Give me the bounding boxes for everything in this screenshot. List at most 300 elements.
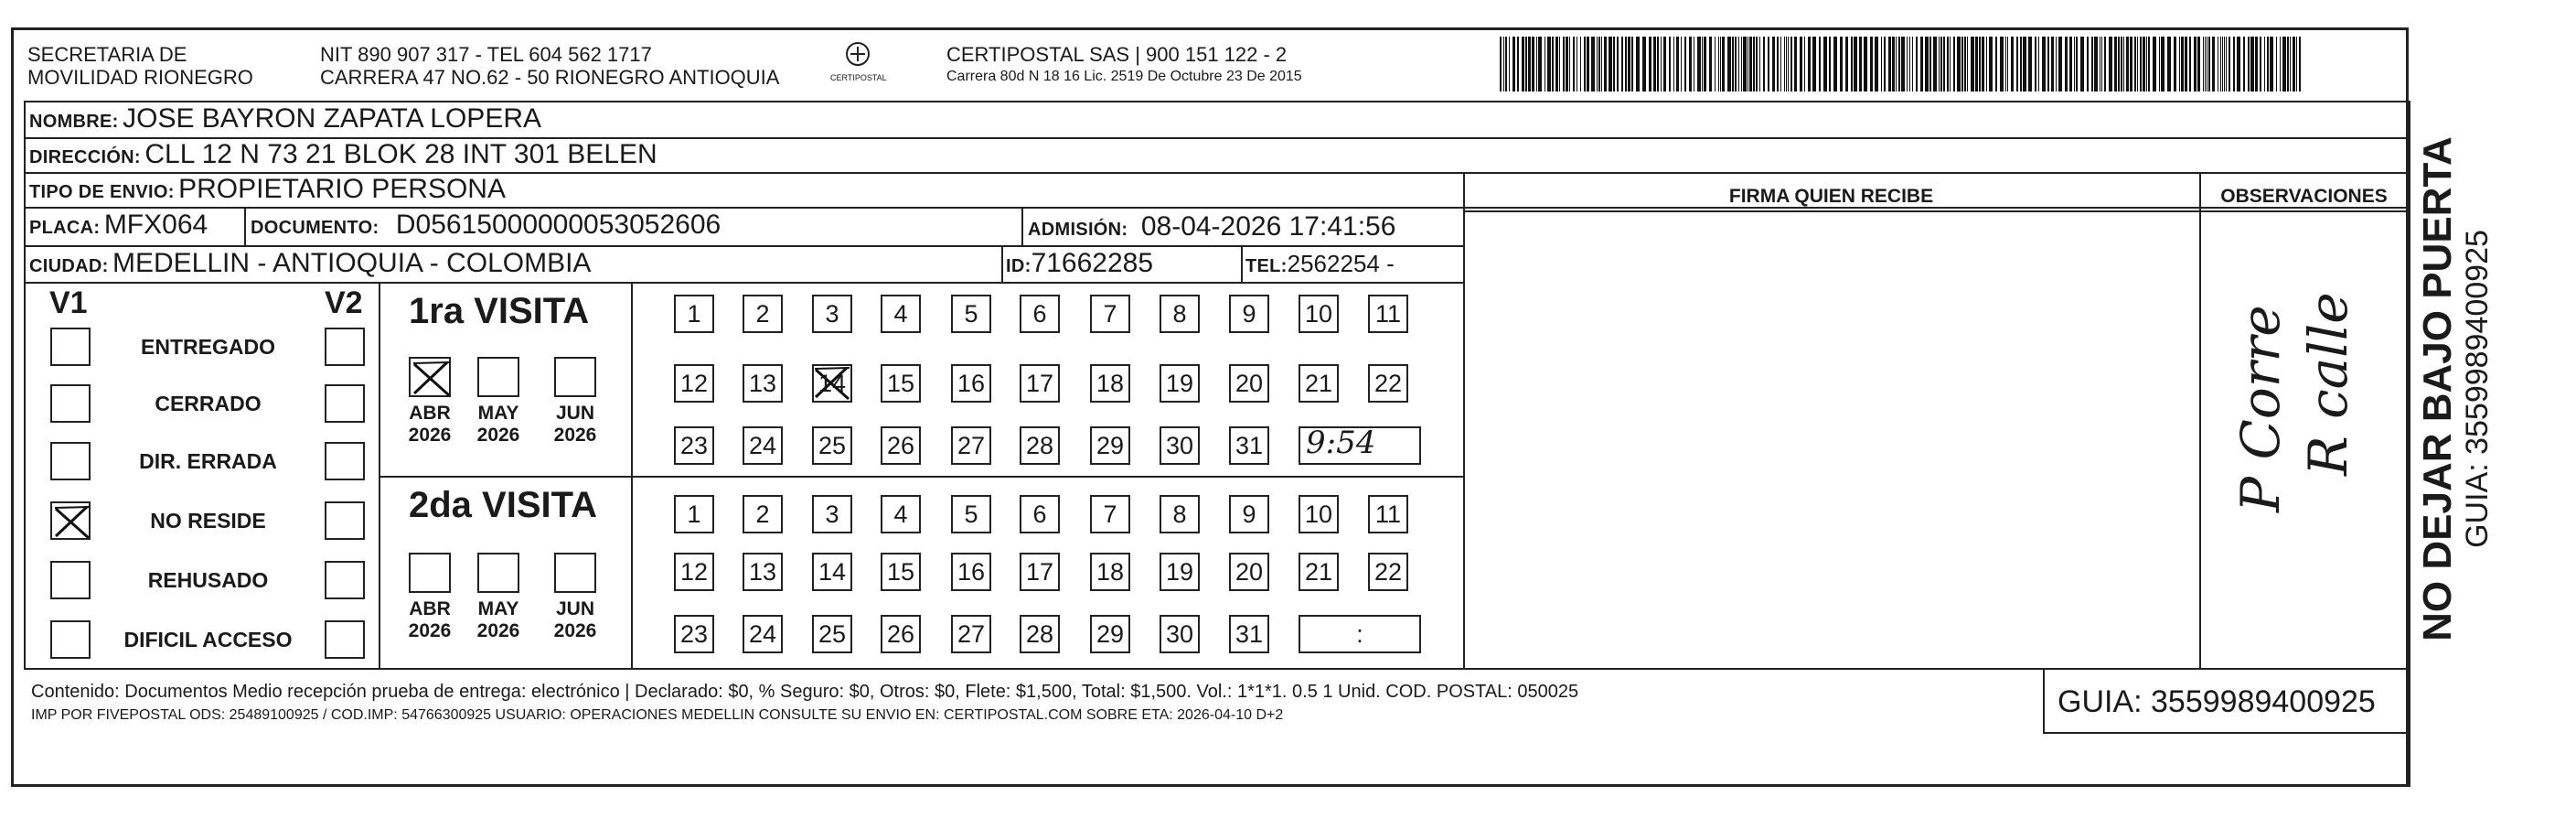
barcode-bar [1912, 37, 1913, 91]
barcode-bar [1794, 37, 1797, 91]
barcode-bar [2220, 37, 2221, 91]
carrier-block [946, 43, 1302, 87]
barcode-bar [1569, 37, 1570, 91]
barcode-bar [2159, 37, 2160, 91]
side-warning: NO DEJAR BAJO PUERTA [2415, 136, 2460, 641]
sender-contact [320, 43, 779, 89]
barcode-bar [2109, 37, 2112, 91]
barcode-bar [2126, 37, 2129, 91]
status-v2-checkbox[interactable] [325, 501, 365, 540]
day-box[interactable]: 10 [1299, 495, 1339, 533]
barcode-bar [2134, 37, 2136, 91]
barcode-bar [2094, 37, 2098, 91]
barcode-bar [2011, 37, 2014, 91]
barcode-bar [1689, 37, 1692, 91]
day-box[interactable]: 27 [951, 426, 991, 465]
day-box[interactable]: 21 [1299, 553, 1339, 591]
barcode-bar [2243, 37, 2245, 91]
barcode-bar [1536, 37, 1537, 91]
day-box[interactable]: 17 [1020, 364, 1060, 403]
barcode-bar [1957, 37, 1961, 91]
day-box[interactable]: 22 [1368, 553, 1408, 591]
barcode-bar [1500, 37, 1502, 91]
barcode-bar [2179, 37, 2180, 91]
barcode-bar [2000, 37, 2004, 91]
barcode-bar [1743, 37, 1747, 91]
status-v1-checkbox[interactable] [50, 620, 91, 659]
barcode-bar [1804, 37, 1805, 91]
barcode-bar [1943, 37, 1945, 91]
barcode-bar [1738, 37, 1739, 91]
carrier-line1: CERTIPOSTAL SAS | 900 151 122 - 2 [946, 43, 1288, 66]
barcode-bar [2197, 37, 2200, 91]
barcode-bar [1621, 37, 1623, 91]
day-box[interactable]: 19 [1160, 553, 1200, 591]
day-box[interactable]: 31 [1229, 615, 1269, 653]
sender-line2: MOVILIDAD RIONEGRO [27, 66, 253, 89]
day-box[interactable]: 26 [881, 426, 921, 465]
barcode-bar [2130, 37, 2132, 91]
admission-cell [1028, 211, 1395, 242]
barcode-bar [1772, 37, 1775, 91]
barcode-bar [1732, 37, 1734, 91]
plate-cell [29, 210, 208, 241]
barcode-bar [2143, 37, 2145, 91]
day-box[interactable]: 18 [1090, 364, 1130, 403]
barcode-bar [2056, 37, 2057, 91]
month-label [471, 403, 526, 447]
barcode-bar [1950, 37, 1951, 91]
status-label: DIR. ERRADA [139, 449, 277, 473]
barcode-bar [2208, 37, 2210, 91]
barcode-bar [2137, 37, 2138, 91]
barcode-bar [2260, 37, 2261, 91]
status-v1-checkbox[interactable] [50, 442, 91, 480]
barcode-bar [1669, 37, 1671, 91]
barcode-bar [2248, 37, 2250, 91]
day-box[interactable]: 3 [812, 495, 852, 533]
barcode-bar [1986, 37, 1987, 91]
barcode-bar [1598, 37, 1600, 91]
day-box[interactable]: 2 [743, 295, 783, 333]
signature-header: FIRMA QUIEN RECIBE [1728, 186, 1934, 207]
barcode-bar [2194, 37, 2197, 91]
day-box[interactable]: 29 [1090, 615, 1130, 653]
admission-value: 08-04-2026 17:41:56 [1140, 211, 1396, 242]
barcode-bar [2020, 37, 2022, 91]
barcode-bar [1784, 37, 1785, 91]
day-box[interactable]: 2 [743, 495, 783, 533]
time-box[interactable]: : [1299, 615, 1421, 653]
barcode-bar [1617, 37, 1619, 91]
carrier-logo [830, 38, 887, 86]
month-name: MAY [477, 598, 519, 619]
barcode-bar [2174, 37, 2176, 91]
barcode-bar [2237, 37, 2240, 91]
plate-value: MFX064 [103, 210, 208, 240]
month-name: ABR [409, 403, 451, 424]
status-v1-checkbox[interactable] [50, 561, 91, 599]
barcode-bar [1552, 37, 1554, 91]
day-box[interactable]: 16 [951, 364, 991, 403]
footer-print-line: IMP POR FIVEPOSTAL ODS: 25489100925 / COD.IMP: 54766300925 USUARIO: OPERACIONES MEDELLIN CONSULTE SU ENVIO EN: CERTIPOSTAL.COM SOBRE ETA: 2026-04-10 D+2 [31, 707, 1284, 723]
v2-header: V2 [325, 285, 363, 320]
barcode-bar [1718, 37, 1719, 91]
plate-label: PLACA: [29, 218, 101, 238]
barcode-bar [1642, 37, 1646, 91]
barcode-bar [1566, 37, 1568, 91]
barcode-bar [2229, 37, 2230, 91]
day-box[interactable]: 11 [1368, 295, 1408, 333]
first-visit-title: 1ra VISITA [409, 291, 590, 331]
day-box[interactable]: 12 [674, 364, 714, 403]
barcode-bar [2065, 37, 2068, 91]
barcode-bar [2203, 37, 2204, 91]
status-label: REHUSADO [147, 568, 269, 592]
barcode-bar [1704, 37, 1706, 91]
barcode-bar [1888, 37, 1891, 91]
month-year: 2026 [476, 425, 520, 446]
barcode-bar [2028, 37, 2032, 91]
barcode-bar [2114, 37, 2117, 91]
barcode-bar [1741, 37, 1742, 91]
day-box[interactable]: 1 [674, 295, 714, 333]
day-box[interactable]: 24 [743, 615, 783, 653]
barcode-bar [1609, 37, 1612, 91]
shipping-type-label: TIPO DE ENVIO: [29, 182, 175, 202]
carrier-line2: Carrera 80d N 18 16 Lic. 2519 De Octubre 23 De 2015 [946, 69, 1302, 84]
barcode-bar [1788, 37, 1789, 91]
city-label: CIUDAD: [29, 256, 109, 276]
barcode-bar [1528, 37, 1531, 91]
month-label [402, 403, 457, 447]
barcode-bar [1525, 37, 1527, 91]
day-box[interactable]: 23 [674, 426, 714, 465]
barcode-bar [2276, 37, 2277, 91]
day-box[interactable]: 18 [1090, 553, 1130, 591]
status-v1-checkbox[interactable] [50, 384, 91, 423]
city-cell [29, 248, 591, 279]
barcode-bar [2264, 37, 2265, 91]
barcode-bar [1676, 37, 1679, 91]
barcode-bar [1532, 37, 1534, 91]
barcode-bar [1538, 37, 1542, 91]
barcode-bar [2296, 37, 2297, 91]
barcode-bar [1925, 37, 1929, 91]
barcode-bar [2069, 37, 2072, 91]
barcode-bar [2185, 37, 2187, 91]
day-box[interactable]: 31 [1229, 426, 1269, 465]
barcode-bar [2282, 37, 2286, 91]
month-checkbox[interactable] [477, 357, 519, 397]
barcode-bar [1898, 37, 1900, 91]
barcode-bar [1604, 37, 1607, 91]
barcode-bar [1884, 37, 1886, 91]
status-v2-checkbox[interactable] [325, 328, 365, 366]
barcode-bar [1870, 37, 1873, 91]
day-box[interactable]: 5 [951, 495, 991, 533]
month-label [402, 598, 457, 642]
barcode-bar [1864, 37, 1867, 91]
month-checkbox[interactable] [409, 553, 451, 593]
barcode-bar [1929, 37, 1931, 91]
month-checkbox[interactable] [554, 553, 596, 593]
status-v2-checkbox[interactable] [325, 620, 365, 659]
status-v2-checkbox[interactable] [325, 442, 365, 480]
barcode-bar [2140, 37, 2142, 91]
barcode-bar [2299, 37, 2301, 91]
barcode-bar [2161, 37, 2164, 91]
month-year: 2026 [408, 425, 452, 446]
barcode-bar [1989, 37, 1993, 91]
barcode-bar [1901, 37, 1905, 91]
barcode-bar [1947, 37, 1949, 91]
barcode-bar [2233, 37, 2235, 91]
day-box[interactable]: 1 [674, 495, 714, 533]
barcode-bar [1522, 37, 1524, 91]
month-checkbox[interactable] [477, 553, 519, 593]
barcode-bar [1673, 37, 1674, 91]
day-box[interactable]: 13 [743, 553, 783, 591]
day-box[interactable]: 26 [881, 615, 921, 653]
barcode-bar [1859, 37, 1862, 91]
barcode-bar [1756, 37, 1758, 91]
day-box[interactable]: 14 [812, 553, 852, 591]
barcode-bar [2222, 37, 2223, 91]
barcode-bar [1584, 37, 1586, 91]
day-box[interactable]: 9 [1229, 495, 1269, 533]
day-box[interactable]: 4 [881, 495, 921, 533]
status-label: NO RESIDE [150, 509, 266, 533]
barcode-bar [1631, 37, 1633, 91]
logo-text: CERTIPOSTAL [830, 73, 887, 82]
status-v1-checkbox[interactable] [50, 328, 91, 366]
barcode-bar [1851, 37, 1853, 91]
barcode-bar [2121, 37, 2122, 91]
barcode-bar [1555, 37, 1558, 91]
footer-content-line: Contenido: Documentos Medio recepción prueba de entrega: electrónico | Declarado: $0, % Seguro: $0, Otros: $0, Flete: $1,500, Total: $1,500. Vol.: 1*1*1. 0.5 1 Unid. COD. POSTAL: 050025 [31, 682, 1579, 702]
month-checkbox[interactable] [554, 357, 596, 397]
barcode-bar [2058, 37, 2062, 91]
barcode-bar [1916, 37, 1918, 91]
day-box[interactable]: 5 [951, 295, 991, 333]
day-box[interactable]: 6 [1020, 495, 1060, 533]
barcode-bar [1715, 37, 1716, 91]
document-cell [251, 210, 721, 241]
barcode-bar [1681, 37, 1682, 91]
barcode-bar [2293, 37, 2295, 91]
barcode-bar [1829, 37, 1831, 91]
barcode-bar [1663, 37, 1666, 91]
barcode-bar [1597, 37, 1598, 91]
day-box[interactable]: 14 [812, 364, 852, 403]
barcode-bar [1854, 37, 1857, 91]
address-row [29, 139, 657, 170]
barcode-bar [1649, 37, 1651, 91]
day-box[interactable]: 8 [1160, 295, 1200, 333]
time-handwriting: 9:54 [1306, 425, 1376, 461]
day-box[interactable]: 20 [1229, 364, 1269, 403]
day-box[interactable]: 27 [951, 615, 991, 653]
month-checkbox[interactable] [409, 357, 451, 397]
barcode-bar [2101, 37, 2102, 91]
barcode-bar [1953, 37, 1955, 91]
day-box[interactable]: 6 [1020, 295, 1060, 333]
recipient-address: CLL 12 N 73 21 BLOK 28 INT 301 BELEN [144, 139, 657, 169]
v1-header: V1 [49, 285, 88, 320]
barcode-bar [1613, 37, 1615, 91]
day-box[interactable]: 30 [1160, 426, 1200, 465]
status-v1-checkbox[interactable] [50, 501, 91, 540]
day-box[interactable]: 9 [1229, 295, 1269, 333]
barcode-bar [1786, 37, 1787, 91]
barcode-bar [2287, 37, 2289, 91]
day-box[interactable]: 25 [812, 615, 852, 653]
day-box[interactable]: 4 [881, 295, 921, 333]
barcode-bar [2007, 37, 2008, 91]
day-box[interactable]: 20 [1229, 553, 1269, 591]
day-box[interactable]: 28 [1020, 426, 1060, 465]
barcode-bar [1587, 37, 1589, 91]
barcode-bar [1780, 37, 1781, 91]
month-name: MAY [477, 403, 519, 424]
day-box[interactable]: 8 [1160, 495, 1200, 533]
observation-handwriting-2: R calle [2297, 292, 2359, 476]
barcode-bar [2016, 37, 2018, 91]
barcode-bar [1684, 37, 1686, 91]
barcode-bar [1763, 37, 1765, 91]
shipping-type: PROPIETARIO PERSONA [178, 174, 506, 204]
barcode-bar [1920, 37, 1923, 91]
barcode-bar [1601, 37, 1602, 91]
footer-guide: GUIA: 3559989400925 [2058, 684, 2376, 719]
barcode-bar [2270, 37, 2273, 91]
barcode-bar [2123, 37, 2124, 91]
day-box[interactable]: 17 [1020, 553, 1060, 591]
address-line: CARRERA 47 NO.62 - 50 RIONEGRO ANTIOQUIA [320, 66, 780, 89]
status-v2-checkbox[interactable] [325, 561, 365, 599]
barcode-bar [1749, 37, 1752, 91]
day-box[interactable]: 19 [1160, 364, 1200, 403]
id-cell [1006, 248, 1153, 279]
month-label [471, 598, 526, 642]
barcode-bar [1964, 37, 1966, 91]
day-box[interactable]: 24 [743, 426, 783, 465]
barcode-bar [1845, 37, 1848, 91]
day-box[interactable]: 10 [1299, 295, 1339, 333]
month-label [548, 403, 603, 447]
barcode-bar [2146, 37, 2147, 91]
day-box[interactable]: 30 [1160, 615, 1200, 653]
day-box[interactable]: 12 [674, 553, 714, 591]
barcode-bar [1512, 37, 1515, 91]
barcode-bar [1961, 37, 1963, 91]
day-box[interactable]: 22 [1368, 364, 1408, 403]
barcode-bar [1628, 37, 1630, 91]
day-box[interactable]: 29 [1090, 426, 1130, 465]
barcode [1500, 37, 2304, 91]
barcode-bar [1833, 37, 1837, 91]
barcode-bar [1907, 37, 1908, 91]
barcode-bar [1881, 37, 1882, 91]
barcode-bar [1722, 37, 1725, 91]
barcode-bar [1982, 37, 1984, 91]
barcode-bar [1759, 37, 1760, 91]
barcode-bar [1768, 37, 1769, 91]
barcode-bar [1995, 37, 1997, 91]
barcode-bar [1547, 37, 1551, 91]
day-box[interactable]: 15 [881, 553, 921, 591]
barcode-bar [2035, 37, 2036, 91]
barcode-bar [2148, 37, 2150, 91]
tel-cell [1245, 250, 1395, 278]
month-name: JUN [555, 598, 594, 619]
barcode-bar [1625, 37, 1627, 91]
barcode-bar [2076, 37, 2078, 91]
barcode-bar [1559, 37, 1560, 91]
barcode-bar [1967, 37, 1968, 91]
barcode-bar [1875, 37, 1878, 91]
barcode-bar [2042, 37, 2046, 91]
barcode-bar [1636, 37, 1640, 91]
barcode-bar [1661, 37, 1662, 91]
barcode-bar [1823, 37, 1827, 91]
document-label: DOCUMENTO: [251, 218, 379, 238]
status-v2-checkbox[interactable] [325, 384, 365, 423]
sender-block [27, 43, 253, 89]
barcode-bar [1940, 37, 1942, 91]
day-box[interactable]: 13 [743, 364, 783, 403]
tel-label: TEL: [1245, 256, 1288, 276]
barcode-bar [1720, 37, 1721, 91]
day-box[interactable]: 7 [1090, 295, 1130, 333]
day-box[interactable]: 25 [812, 426, 852, 465]
barcode-bar [1580, 37, 1581, 91]
barcode-bar [1808, 37, 1811, 91]
barcode-bar [1979, 37, 1981, 91]
shipping-type-row [29, 174, 506, 205]
day-box[interactable]: 23 [674, 615, 714, 653]
day-box[interactable]: 28 [1020, 615, 1060, 653]
status-label: ENTREGADO [141, 335, 275, 359]
barcode-bar [1933, 37, 1937, 91]
tel-value: 2562254 - [1287, 250, 1395, 277]
barcode-bar [2226, 37, 2227, 91]
barcode-bar [2118, 37, 2120, 91]
barcode-bar [2023, 37, 2026, 91]
day-box[interactable]: 7 [1090, 495, 1130, 533]
day-box[interactable]: 21 [1299, 364, 1339, 403]
barcode-bar [1735, 37, 1737, 91]
recipient-name: JOSE BAYRON ZAPATA LOPERA [123, 103, 542, 134]
day-box[interactable]: 11 [1368, 495, 1408, 533]
month-year: 2026 [553, 425, 597, 446]
barcode-bar [1777, 37, 1779, 91]
day-box[interactable]: 16 [951, 553, 991, 591]
barcode-bar [2087, 37, 2089, 91]
day-box[interactable]: 15 [881, 364, 921, 403]
barcode-bar [2074, 37, 2075, 91]
barcode-bar [1909, 37, 1910, 91]
barcode-bar [2051, 37, 2054, 91]
status-label: DIFICIL ACCESO [123, 628, 293, 651]
day-box[interactable]: 3 [812, 295, 852, 333]
barcode-bar [1819, 37, 1821, 91]
barcode-bar [1697, 37, 1701, 91]
barcode-bar [1727, 37, 1731, 91]
barcode-bar [2290, 37, 2291, 91]
observation-handwriting-1: P Corre [2229, 305, 2292, 512]
